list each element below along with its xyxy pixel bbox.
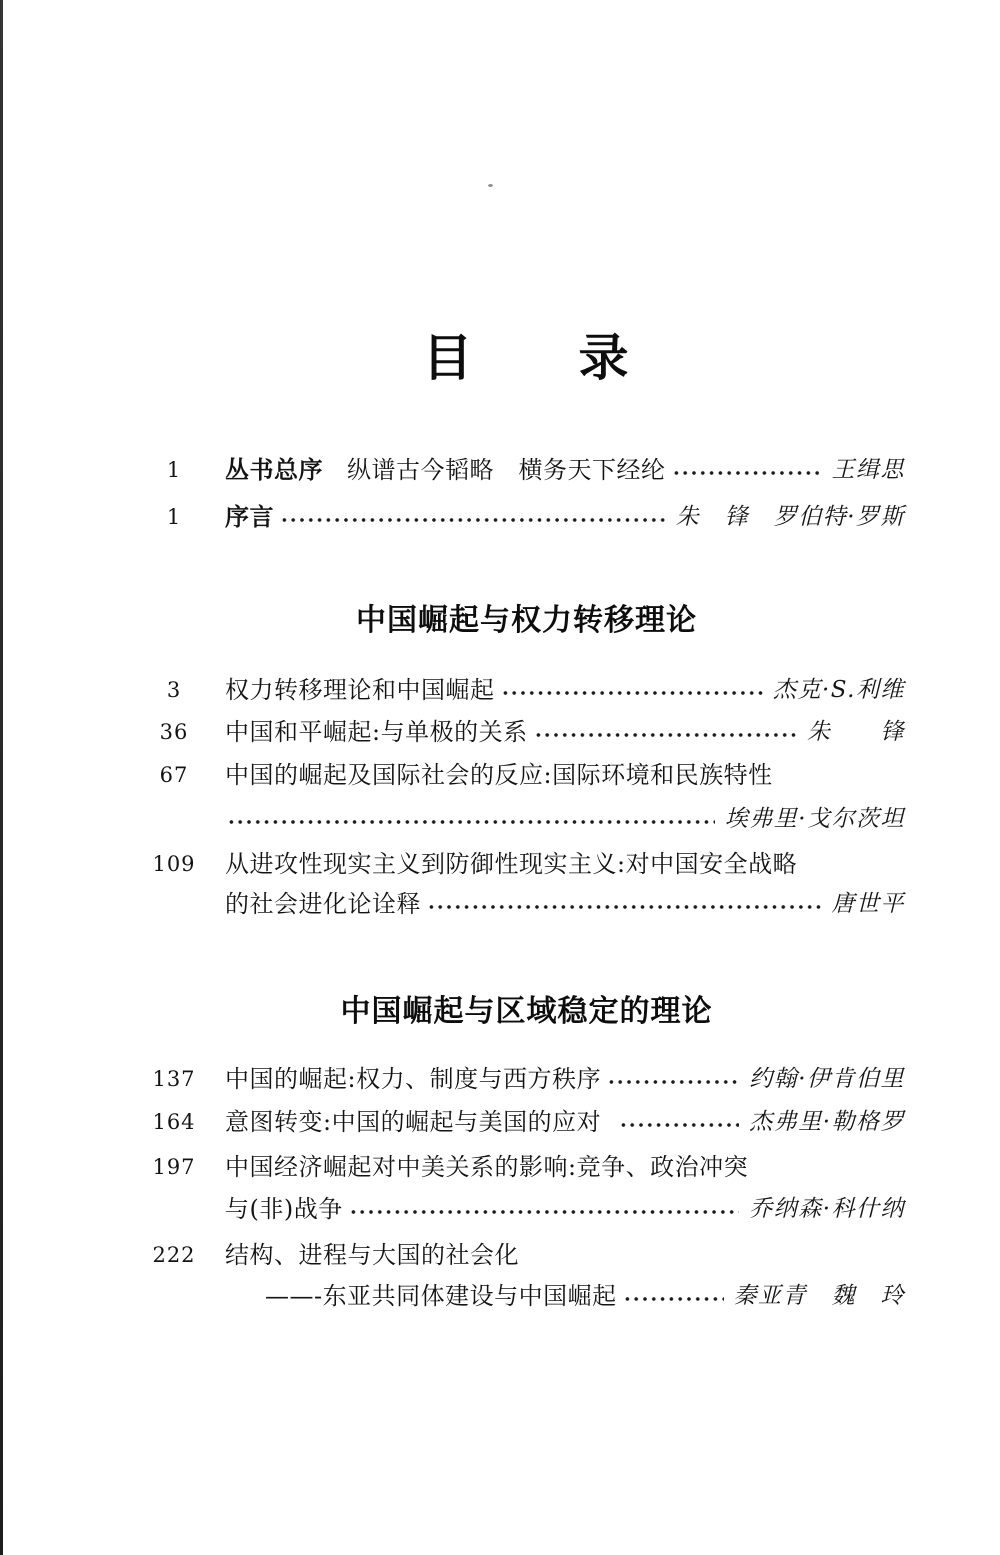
entry-author: 朱 锋	[807, 719, 905, 745]
entry-title-rest: 纵谱古今韬略 横务天下经纶	[347, 456, 666, 484]
toc-entry-continuation	[148, 1280, 905, 1313]
toc-entry-series-preface	[148, 454, 905, 487]
entry-author: 约翰·伊肯伯里	[749, 1066, 905, 1092]
toc-entry	[148, 674, 905, 707]
toc-entry-preface	[148, 501, 905, 534]
dot-leader	[623, 1280, 724, 1313]
entry-page-number: 222	[152, 1243, 196, 1267]
entry-title: 中国经济崛起对中美关系的影响:竞争、政治冲突	[225, 1153, 749, 1181]
dot-leader	[607, 1063, 739, 1096]
entry-author: 王缉思	[831, 457, 905, 483]
entry-title-continuation: ——-东亚共同体建设与中国崛起	[265, 1282, 617, 1310]
toc-entry	[148, 716, 905, 749]
entry-title-continuation: 的社会进化论诠释	[225, 890, 421, 918]
entry-title-bold: 丛书总序	[225, 455, 323, 484]
toc-entry-continuation	[148, 888, 905, 921]
entry-title: 结构、进程与大国的社会化	[225, 1241, 519, 1269]
entry-page-number: 1	[166, 505, 182, 529]
toc-entry	[148, 1063, 905, 1096]
entry-author: 杰弗里·勒格罗	[749, 1109, 905, 1135]
dot-leader	[349, 1193, 739, 1226]
entry-page-number: 3	[166, 678, 182, 702]
dot-leader	[619, 1106, 739, 1139]
dot-leader	[501, 674, 763, 707]
scan-edge-line	[0, 0, 3, 1555]
entry-author: 朱 锋 罗伯特·罗斯	[675, 504, 905, 530]
entry-author: 乔纳森·科什纳	[749, 1196, 905, 1222]
entry-page-number: 137	[152, 1067, 196, 1091]
entry-title: 中国和平崛起:与单极的关系	[225, 718, 528, 746]
entry-author: 秦亚青 魏 玲	[733, 1283, 905, 1309]
entry-author: 唐世平	[831, 891, 905, 917]
toc-entry	[148, 848, 905, 881]
entry-page-number: 36	[159, 720, 189, 744]
entry-title-continuation: 与(非)战争	[225, 1195, 343, 1223]
toc-entry	[148, 759, 905, 792]
entry-page-number: 67	[159, 763, 189, 787]
entry-page-number: 109	[152, 852, 196, 876]
dot-leader	[534, 716, 797, 749]
entry-title: 权力转移理论和中国崛起	[225, 676, 495, 704]
toc-entry	[148, 1151, 905, 1184]
dot-leader	[672, 454, 822, 487]
entry-page-number: 1	[166, 458, 182, 482]
entry-title: 从进攻性现实主义到防御性现实主义:对中国安全战略	[225, 850, 798, 878]
dot-leader	[227, 803, 715, 836]
toc-entry-continuation	[148, 1193, 905, 1226]
entry-author: 埃弗里·戈尔茨坦	[724, 806, 905, 832]
dot-leader	[280, 501, 666, 534]
entry-title	[225, 454, 666, 486]
entry-page-number: 164	[152, 1110, 196, 1134]
toc-entry	[148, 1239, 905, 1272]
section-heading-regional-stability: 中国崛起与区域稳定的理论	[340, 994, 713, 1029]
page-title: 目 录	[422, 328, 631, 387]
entry-title: 意图转变:中国的崛起与美国的应对	[225, 1108, 602, 1136]
dot-leader	[427, 888, 822, 921]
section-heading-power-transition: 中国崛起与权力转移理论	[356, 603, 697, 638]
entry-title: 中国的崛起:权力、制度与西方秩序	[225, 1065, 602, 1093]
entry-page-number: 197	[152, 1155, 196, 1179]
entry-author: 杰克·S.利维	[772, 677, 905, 703]
entry-title	[225, 501, 274, 533]
toc-entry	[148, 1106, 905, 1139]
scan-speckle	[488, 184, 493, 187]
entry-title: 中国的崛起及国际社会的反应:国际环境和民族特性	[225, 761, 773, 789]
entry-title-bold: 序言	[225, 502, 274, 531]
toc-entry-continuation	[148, 803, 905, 836]
